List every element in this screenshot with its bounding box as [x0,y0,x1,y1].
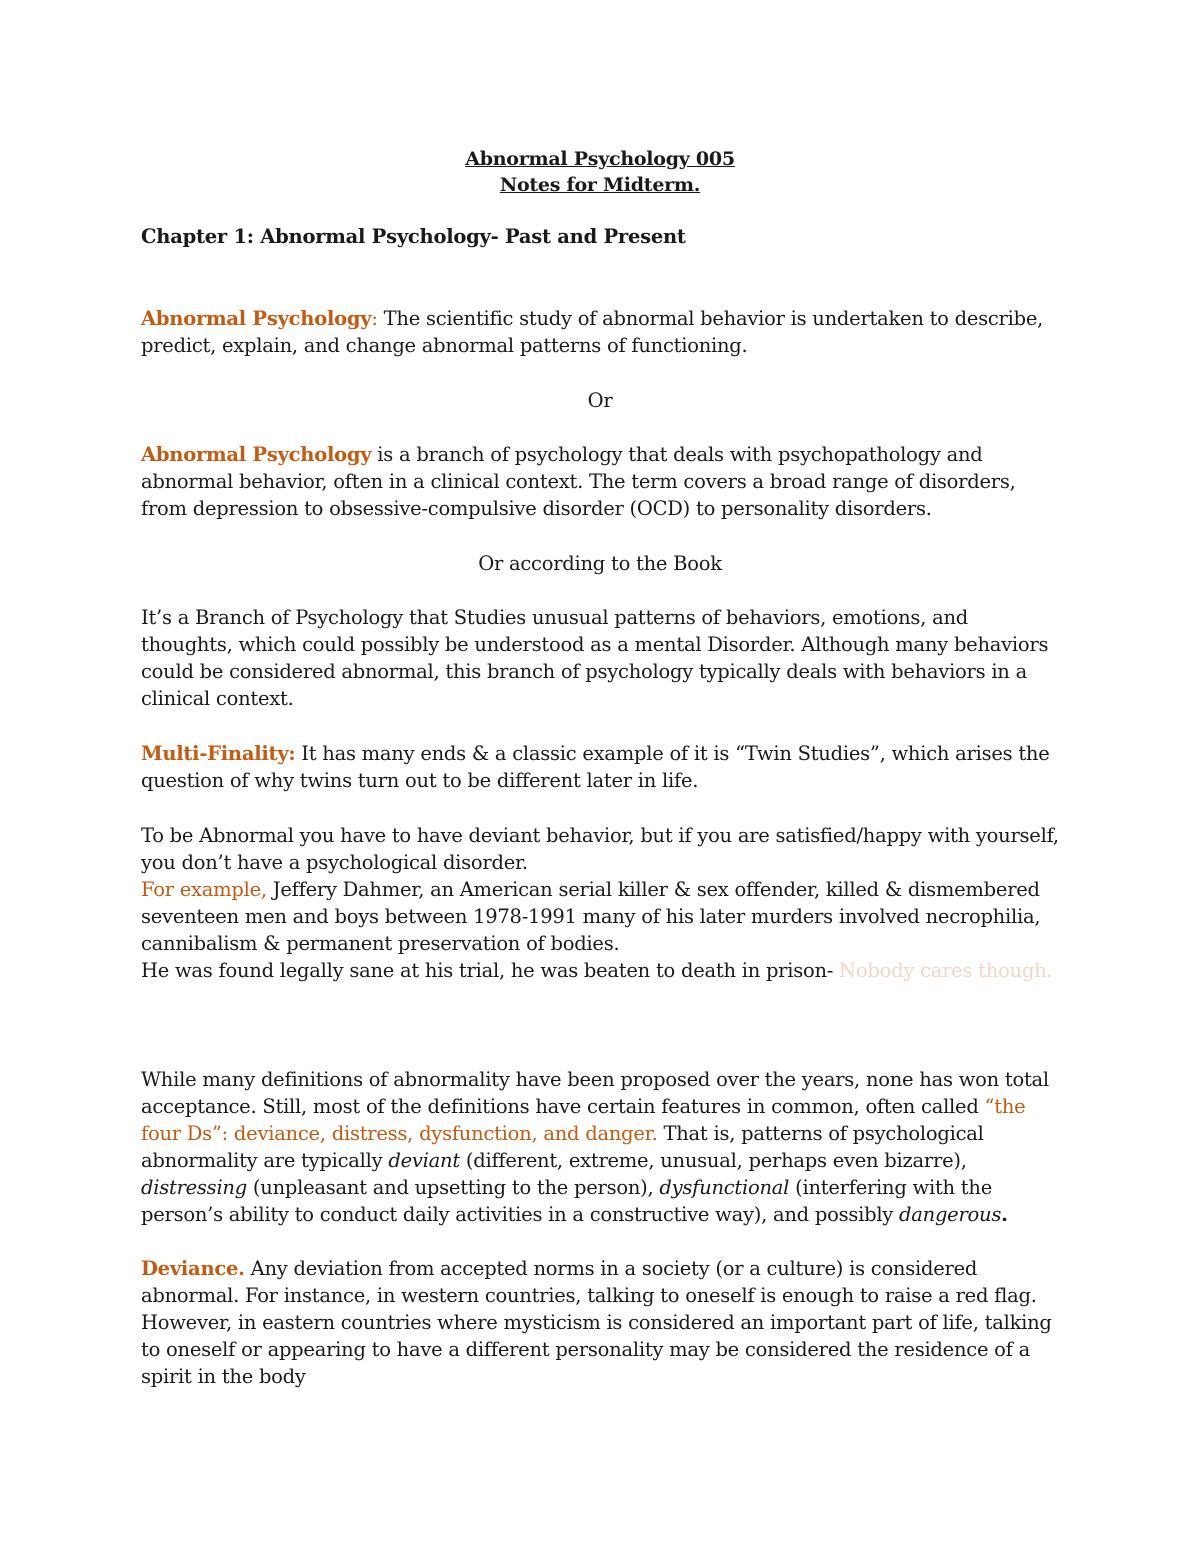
title-text: Abnormal Psychology 005 [465,148,735,170]
multifinality-paragraph: Multi-Finality: It has many ends & a classic example of it is “Twin Studies”, which arises the question of why twins turn out to be different later in life. [141,742,1050,792]
term-multi-finality: Multi-Finality: [141,742,296,765]
four-ds-paragraph: While many definitions of abnormality have been proposed over the years, none has won total acceptance. Still, most of the definitions have certain features in common, often called “the four Ds”: deviance, distress, dysfunction, and danger. That is, patterns of psychological abnormality are typically deviant (different, extreme, unusual, perhaps even bizarre), distressing (unpleasant and upsetting to the person), dysfunctional (interfering with the person’s ability to conduct daily activities in a constructive way), and possibly dangerous. [141,1068,1049,1226]
four-ds-highlight: “the four Ds”: deviance, distress, dysfunction, and danger. [141,1095,1026,1145]
for-example-label: For example, [141,878,267,901]
term-abnormal-psychology: Abnormal Psychology [141,307,372,330]
chapter-heading: Chapter 1: Abnormal Psychology- Past and Present [141,225,686,248]
faint-aside: Nobody cares though. [839,959,1053,982]
deviance-paragraph: Deviance. Any deviation from accepted norms in a society (or a culture) is considered abnormal. For instance, in western countries, talking to oneself is enough to raise a red flag. However, in eastern countries where mysticism is considered an important part of life, talking to oneself or appearing to have a different personality may be considered the residence of a spirit in the body [141,1257,1052,1388]
or-separator: Or [587,389,613,412]
subtitle-text: Notes for Midterm. [499,174,701,196]
term-abnormal-psychology: Abnormal Psychology [141,443,372,466]
definition-paragraph-3: It’s a Branch of Psychology that Studies unusual patterns of behaviors, emotions, and thoughts, which could possibly be understood as a mental Disorder. Although many behaviors could be considered abnormal, this branch of psychology typically deals with behaviors in a clinical context. [141,606,1049,710]
definition-paragraph-2: Abnormal Psychology is a branch of psychology that deals with psychopathology and abnormal behavior, often in a clinical context. The term covers a broad range of disorders, from depression to obsessive-compulsive disorder (OCD) to personality disorders. [141,443,1016,520]
document-title [141,146,1059,198]
term-deviance: Deviance. [141,1257,245,1280]
or-according-separator: Or according to the Book [478,552,722,575]
abnormal-example-paragraph: To be Abnormal you have to have deviant behavior, but if you are satisfied/happy with yourself, you don’t have a psychological disorder. For example, Jeffery Dahmer, an American serial killer & sex offender, killed & dismembered seventeen men and boys between 1978-1991 many of his later murders involved necrophilia, cannibalism & permanent preservation of bodies. He was found legally sane at his trial, he was beaten to death in prison- Nobody cares though. [141,824,1059,982]
definition-paragraph-1: Abnormal Psychology: The scientific study of abnormal behavior is undertaken to describe, predict, explain, and change abnormal patterns of functioning. [141,307,1044,357]
